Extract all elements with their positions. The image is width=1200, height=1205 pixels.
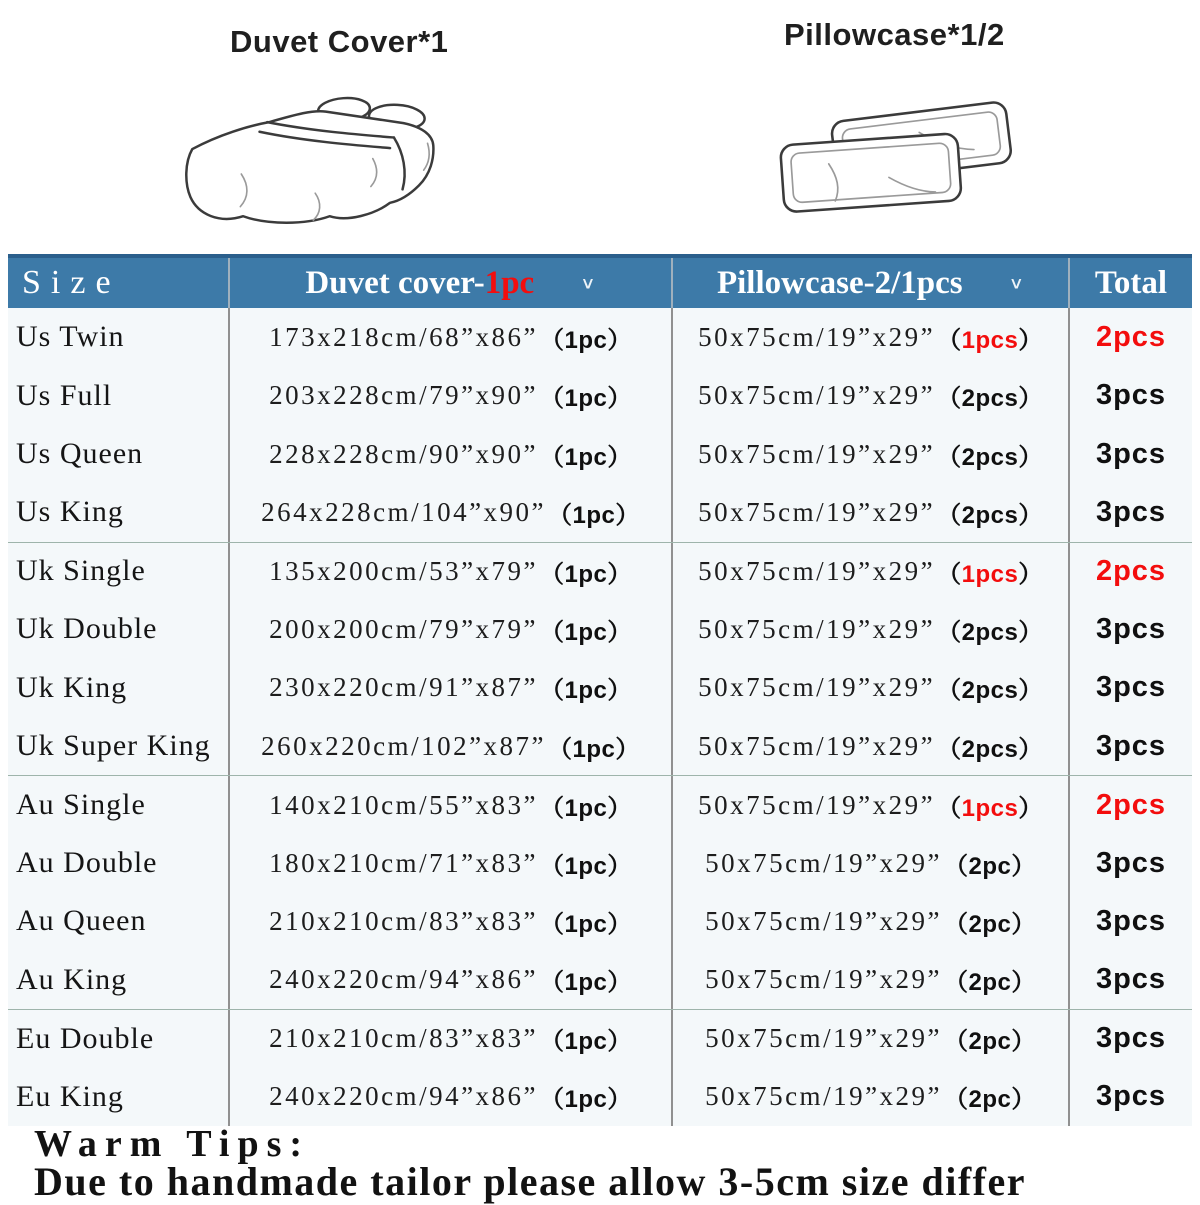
duvet-quantity: （1pc）	[540, 618, 632, 646]
pillowcase-dimensions: 50x75cm/19”x29”	[705, 1081, 943, 1112]
table-row	[8, 834, 1192, 892]
pillowcase-quantity: （2pc）	[944, 852, 1036, 880]
total-pieces: 3pcs	[1095, 612, 1167, 645]
duvet-quantity: （1pc）	[540, 560, 632, 588]
total-pieces: 3pcs	[1095, 1080, 1167, 1113]
size-label: Uk Super King	[16, 729, 211, 763]
pillowcase-dimensions: 50x75cm/19”x29”	[705, 964, 943, 995]
duvet-dimensions: 140x210cm/55”x83”	[269, 789, 539, 820]
duvet-dimensions: 210x210cm/83”x83”	[269, 905, 539, 936]
total-cell	[1070, 483, 1192, 541]
pillowcase-quantity: （2pcs）	[937, 501, 1043, 529]
total-pieces: 3pcs	[1095, 904, 1167, 937]
pillowcase-illustration	[772, 88, 1108, 231]
warm-tips-heading: Warm Tips:	[34, 1123, 311, 1165]
total-cell	[1070, 600, 1192, 658]
total-cell	[1070, 543, 1192, 600]
size-label: Au Double	[16, 846, 158, 879]
duvet-size-cell	[230, 834, 673, 892]
duvet-quantity: （1pc）	[540, 443, 632, 471]
duvet-dimensions: 180x210cm/71”x83”	[269, 847, 539, 878]
pillowcase-size-cell	[673, 483, 1070, 541]
duvet-quantity: （1pc）	[540, 1028, 632, 1056]
header-size	[8, 258, 230, 308]
size-label: Uk Single	[16, 554, 146, 588]
pillowcase-size-cell	[673, 892, 1070, 950]
table-row	[8, 308, 1192, 366]
total-pieces: 2pcs	[1095, 320, 1167, 353]
duvet-bed-illustration	[150, 78, 490, 251]
size-label: Us Queen	[16, 437, 144, 471]
total-pieces: 3pcs	[1095, 1022, 1167, 1055]
duvet-dimensions: 264x228cm/104”x90”	[261, 496, 547, 527]
table-row	[8, 1009, 1192, 1067]
size-label: Eu Double	[16, 1021, 155, 1055]
duvet-size-cell	[230, 1010, 673, 1067]
total-cell	[1070, 1010, 1192, 1067]
size-cell	[8, 366, 230, 424]
duvet-dimensions: 210x210cm/83”x83”	[269, 1023, 539, 1054]
pillowcase-quantity: （1pcs）	[937, 326, 1043, 354]
table-body	[8, 308, 1192, 1126]
pillowcase-quantity: （2pcs）	[937, 677, 1043, 705]
duvet-size-cell	[230, 892, 673, 950]
pillowcase-dimensions: 50x75cm/19”x29”	[698, 380, 936, 411]
warm-tips-text: Due to handmade tailor please allow 3-5cm size differ	[34, 1159, 1026, 1204]
table-row	[8, 600, 1192, 658]
size-label: Au Single	[16, 788, 146, 822]
size-label: Us Full	[16, 378, 113, 412]
table-row	[8, 659, 1192, 717]
pillowcase-dimensions: 50x75cm/19”x29”	[705, 847, 943, 878]
duvet-size-cell	[230, 543, 673, 600]
size-label: Us King	[16, 495, 124, 529]
pillowcase-quantity: （2pcs）	[937, 618, 1043, 646]
size-cell	[8, 834, 230, 892]
pillowcase-size-cell	[673, 834, 1070, 892]
pillowcase-dimensions: 50x75cm/19”x29”	[698, 555, 936, 586]
pillowcase-size-cell	[673, 425, 1070, 483]
size-cell	[8, 425, 230, 483]
size-cell	[8, 892, 230, 950]
size-label: Au King	[16, 962, 128, 996]
header-duvet-qty-highlight: 1pc	[484, 264, 535, 301]
duvet-quantity: （1pc）	[540, 677, 632, 705]
duvet-size-cell	[230, 308, 673, 366]
pillows-icon	[772, 88, 1108, 226]
header-duvet	[230, 258, 673, 308]
table-row	[8, 951, 1192, 1009]
total-pieces: 3pcs	[1095, 495, 1167, 528]
pillowcase-quantity: （2pc）	[944, 910, 1036, 938]
size-chart-table	[8, 254, 1192, 1126]
duvet-dimensions: 135x200cm/53”x79”	[269, 555, 539, 586]
size-cell	[8, 600, 230, 658]
pillowcase-size-cell	[673, 659, 1070, 717]
total-cell	[1070, 892, 1192, 950]
bed-icon	[150, 78, 490, 246]
pillowcase-dimensions: 50x75cm/19”x29”	[705, 905, 943, 936]
pillowcase-quantity: （2pcs）	[937, 385, 1043, 413]
duvet-quantity: （1pc）	[540, 852, 632, 880]
duvet-quantity: （1pc）	[540, 910, 632, 938]
pillowcase-dimensions: 50x75cm/19”x29”	[698, 496, 936, 527]
size-label: Uk Double	[16, 612, 158, 646]
table-row	[8, 542, 1192, 600]
total-pieces: 3pcs	[1095, 437, 1167, 470]
total-pieces: 3pcs	[1095, 671, 1167, 704]
duvet-quantity: （1pc）	[540, 326, 632, 354]
total-cell	[1070, 1067, 1192, 1125]
table-row	[8, 892, 1192, 950]
pillowcase-quantity: （1pcs）	[937, 560, 1043, 588]
total-cell	[1070, 776, 1192, 833]
table-row	[8, 366, 1192, 424]
header-size-label: Size	[22, 264, 121, 301]
table-row	[8, 717, 1192, 775]
total-cell	[1070, 717, 1192, 775]
pillowcase-size-cell	[673, 1010, 1070, 1067]
pillowcase-quantity: （2pcs）	[937, 443, 1043, 471]
duvet-dimensions: 200x200cm/79”x79”	[269, 613, 539, 644]
pillowcase-quantity: （2pc）	[944, 969, 1036, 997]
size-label: Uk King	[16, 670, 128, 704]
pillowcase-dimensions: 50x75cm/19”x29”	[698, 613, 936, 644]
duvet-size-cell	[230, 1067, 673, 1125]
chevron-down-icon: ∨	[1008, 273, 1024, 293]
duvet-quantity: （1pc）	[548, 501, 640, 529]
pillowcase-quantity: （1pcs）	[937, 794, 1043, 822]
pillowcase-dimensions: 50x75cm/19”x29”	[698, 438, 936, 469]
table-header-row	[8, 254, 1192, 308]
pillowcase-size-cell	[673, 1067, 1070, 1125]
duvet-quantity: （1pc）	[540, 794, 632, 822]
chevron-down-icon: ∨	[580, 273, 596, 293]
size-cell	[8, 483, 230, 541]
total-pieces: 2pcs	[1095, 788, 1167, 821]
duvet-dimensions: 260x220cm/102”x87”	[261, 730, 547, 761]
size-cell	[8, 659, 230, 717]
table-row	[8, 483, 1192, 541]
duvet-dimensions: 240x220cm/94”x86”	[269, 964, 539, 995]
header-pillowcase-label: Pillowcase-2/1pcs	[716, 264, 963, 301]
duvet-size-cell	[230, 717, 673, 775]
pillowcase-quantity: （2pc）	[944, 1086, 1036, 1114]
pillowcase-size-cell	[673, 951, 1070, 1009]
duvet-quantity: （1pc）	[540, 1086, 632, 1114]
pillowcase-quantity: （2pc）	[944, 1028, 1036, 1056]
total-pieces: 3pcs	[1095, 846, 1167, 879]
duvet-size-cell	[230, 600, 673, 658]
pillowcase-size-cell	[673, 776, 1070, 833]
total-cell	[1070, 308, 1192, 366]
size-cell	[8, 1067, 230, 1125]
duvet-quantity: （1pc）	[540, 385, 632, 413]
pillowcase-size-cell	[673, 717, 1070, 775]
size-label: Eu King	[16, 1079, 124, 1113]
table-row	[8, 1067, 1192, 1125]
duvet-quantity: （1pc）	[548, 735, 640, 763]
header-pillowcase	[673, 258, 1070, 308]
total-cell	[1070, 951, 1192, 1009]
pillowcase-size-cell	[673, 308, 1070, 366]
size-label: Au Queen	[16, 904, 147, 938]
size-label: Us Twin	[16, 320, 125, 354]
header-total	[1070, 258, 1192, 308]
total-pieces: 3pcs	[1095, 963, 1167, 996]
total-cell	[1070, 659, 1192, 717]
size-cell	[8, 308, 230, 366]
size-cell	[8, 1010, 230, 1067]
size-cell	[8, 776, 230, 833]
duvet-size-cell	[230, 425, 673, 483]
pillowcase-dimensions: 50x75cm/19”x29”	[698, 672, 936, 703]
duvet-size-cell	[230, 776, 673, 833]
total-pieces: 3pcs	[1095, 379, 1167, 412]
pillowcase-size-cell	[673, 543, 1070, 600]
pillowcase-dimensions: 50x75cm/19”x29”	[705, 1023, 943, 1054]
duvet-dimensions: 228x228cm/90”x90”	[269, 438, 539, 469]
duvet-size-cell	[230, 951, 673, 1009]
duvet-dimensions: 230x220cm/91”x87”	[269, 672, 539, 703]
pillowcase-quantity: （2pcs）	[937, 735, 1043, 763]
duvet-size-cell	[230, 483, 673, 541]
table-row	[8, 425, 1192, 483]
pillowcase-dimensions: 50x75cm/19”x29”	[698, 730, 936, 761]
header-total-label: Total	[1094, 264, 1168, 301]
pillowcase-illustration-title: Pillowcase*1/2	[784, 17, 1005, 52]
duvet-quantity: （1pc）	[540, 969, 632, 997]
table-row	[8, 775, 1192, 833]
pillowcase-size-cell	[673, 600, 1070, 658]
total-cell	[1070, 425, 1192, 483]
duvet-dimensions: 240x220cm/94”x86”	[269, 1081, 539, 1112]
duvet-illustration-title: Duvet Cover*1	[230, 24, 449, 59]
duvet-dimensions: 203x228cm/79”x90”	[269, 380, 539, 411]
pillowcase-dimensions: 50x75cm/19”x29”	[698, 321, 936, 352]
duvet-size-cell	[230, 366, 673, 424]
pillowcase-dimensions: 50x75cm/19”x29”	[698, 789, 936, 820]
size-cell	[8, 951, 230, 1009]
duvet-size-cell	[230, 659, 673, 717]
size-cell	[8, 717, 230, 775]
total-cell	[1070, 366, 1192, 424]
total-cell	[1070, 834, 1192, 892]
duvet-dimensions: 173x218cm/68”x86”	[269, 321, 539, 352]
size-cell	[8, 543, 230, 600]
total-pieces: 3pcs	[1095, 729, 1167, 762]
header-duvet-label: Duvet cover-	[305, 264, 485, 301]
total-pieces: 2pcs	[1095, 554, 1167, 587]
pillowcase-size-cell	[673, 366, 1070, 424]
